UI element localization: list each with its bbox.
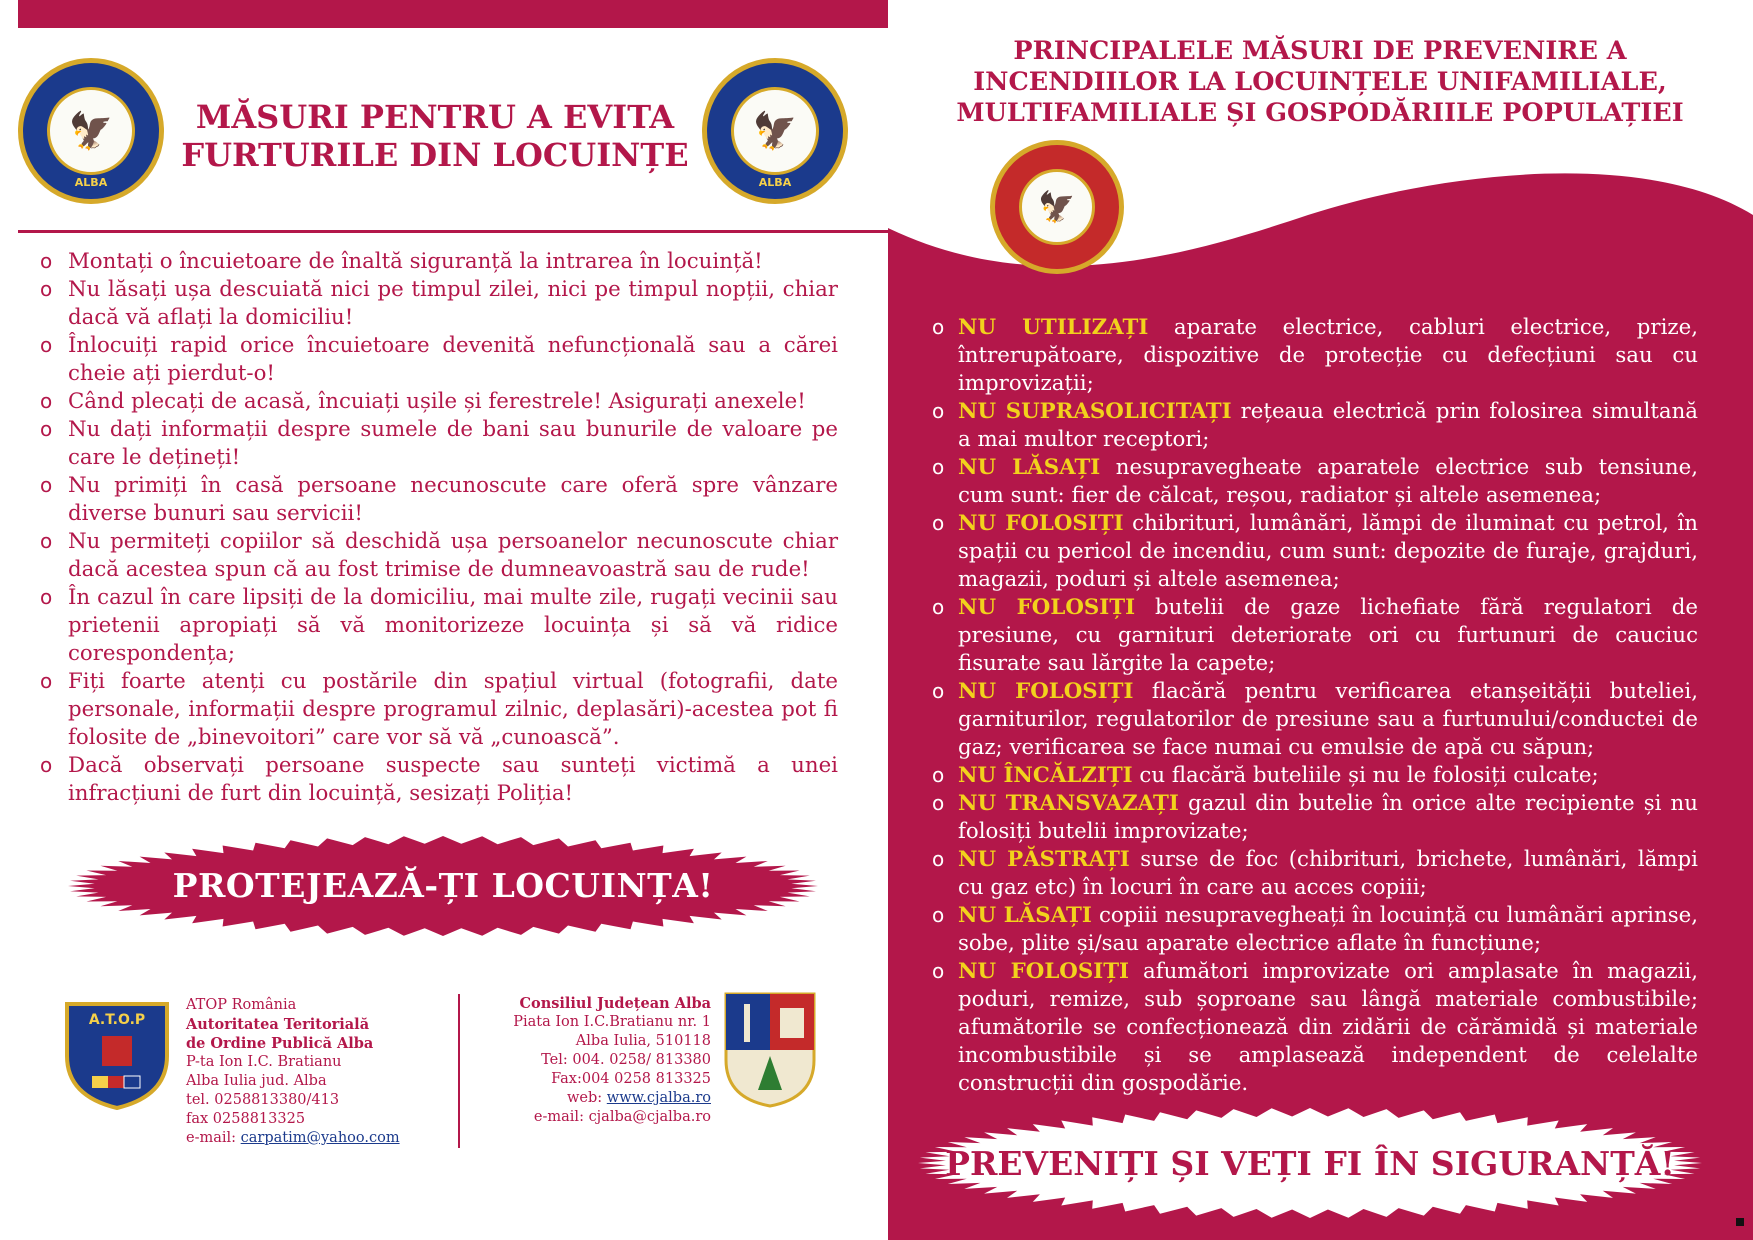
cj-web: web: www.cjalba.ro — [567, 1090, 711, 1106]
atop-email: e-mail: carpatim@yahoo.com — [186, 1130, 400, 1146]
cj-address: Piata Ion I.C.Bratianu nr. 1 — [513, 1014, 711, 1030]
slogan-right: PREVENIȚI ȘI VEȚI FI ÎN SIGURANȚĂ! — [945, 1144, 1675, 1183]
atop-name: ATOP România — [186, 997, 297, 1013]
burglary-measures-list — [38, 248, 838, 808]
cj-email: e-mail: cjalba@cjalba.ro — [533, 1109, 711, 1125]
eagle-icon: 🦅 — [47, 87, 135, 175]
list-item: o Înlocuiți rapid orice încuietoare devenită nefuncțională sau a cărei cheie ați pierdut-o! — [38, 332, 838, 388]
cj-city: Alba Iulia, 510118 — [575, 1033, 711, 1049]
cj-web-link[interactable]: www.cjalba.ro — [606, 1090, 711, 1106]
list-item: o Fiți foarte atenți cu postările din spațiul virtual (fotografii, date personale, informații despre programul zilnic, deplasări)-acestea pot fi folosite de „binevoitori” care vor să vă „cunoască”. — [38, 668, 838, 752]
list-item: o NU TRANSVAZAȚI gazul din butelie în orice alte recipiente și nu folosiți butelii improvizate; — [930, 790, 1698, 846]
right-title-line3: MULTIFAMILIALE ȘI GOSPODĂRIILE POPULAȚIEI — [956, 98, 1684, 128]
atop-fax: fax 0258813325 — [186, 1111, 306, 1127]
police-seal-icon — [18, 58, 164, 204]
atop-authority: Autoritatea Teritorială — [186, 1016, 370, 1033]
list-item: o Montați o încuietoare de înaltă siguranță la intrarea în locuință! — [38, 248, 838, 276]
county-coat-of-arms-icon — [722, 990, 818, 1108]
atop-contact — [186, 996, 436, 1148]
atop-shield-icon — [62, 996, 172, 1111]
seal-police-label: ALBA — [74, 176, 108, 189]
eagle-icon: 🦅 — [1019, 169, 1095, 245]
left-title — [170, 98, 700, 174]
atop-phone: tel. 0258813380/413 — [186, 1092, 340, 1108]
cj-phone: Tel: 004. 0258/ 813380 — [541, 1052, 711, 1068]
cj-fax: Fax:004 0258 813325 — [551, 1071, 711, 1087]
list-item: o NU FOLOSIȚI butelii de gaze lichefiate fără regulatori de presiune, cu garnituri deteriorate ori cu furtunuri de cauciuc fisurate sau lărgite la capete; — [930, 594, 1698, 678]
left-top-bar — [18, 0, 888, 28]
list-item: o Nu dați informații despre sumele de bani sau bunurile de valoare pe care le dețineți! — [38, 416, 838, 472]
emergency-inspectorate-seal-icon — [990, 140, 1124, 274]
eagle-icon: 🦅 — [731, 87, 819, 175]
list-item: o NU FOLOSIȚI chibrituri, lumânări, lămpi de iluminat cu petrol, în spații cu pericol de incendiu, cum sunt: depozite de furaje, grajduri, magazii, poduri și altele asemenea; — [930, 510, 1698, 594]
list-item: o Când plecați de acasă, încuiați ușile și ferestrele! Asigurați anexele! — [38, 388, 838, 416]
list-item: o NU FOLOSIȚI flacără pentru verificarea etanșeității buteliei, garniturilor, regulatorilor de presiune sau a furtunului/conductei de gaz; verificarea se face numai cu emulsie de apă cu săpun; — [930, 678, 1698, 762]
right-title-line1: PRINCIPALELE MĂSURI DE PREVENIRE A — [1013, 36, 1627, 66]
atop-city: Alba Iulia jud. Alba — [186, 1073, 327, 1089]
seal-jandarm-label: ALBA — [758, 176, 792, 189]
left-title-line2: FURTURILE DIN LOCUINȚE — [181, 136, 689, 174]
atop-logo-text: A.T.O.P — [88, 1012, 146, 1028]
list-item: o Nu primiți în casă persoane necunoscute care oferă spre vânzare diverse bunuri sau servicii! — [38, 472, 838, 528]
county-council-contact — [466, 994, 711, 1127]
cj-name: Consiliul Județean Alba — [519, 995, 711, 1012]
right-title-line2: INCENDIILOR LA LOCUINȚELE UNIFAMILIALE, — [973, 67, 1667, 97]
list-item: o Nu permiteți copiilor să deschidă ușa persoanelor necunoscute chiar dacă acestea spun că au fost trimise de dumneavoastră sau de rude! — [38, 528, 838, 584]
fire-prevention-list — [930, 314, 1698, 1098]
scan-mark — [1736, 1218, 1744, 1226]
gendarmerie-seal-icon — [702, 58, 848, 204]
list-item: o NU PĂSTRAȚI surse de foc (chibrituri, brichete, lumânări, lămpi cu gaz etc) în locuri în care au acces copiii; — [930, 846, 1698, 902]
contact-divider — [458, 994, 460, 1148]
slogan-left: PROTEJEAZĂ-ȚI LOCUINȚA! — [172, 866, 714, 905]
list-item: o În cazul în care lipsiți de la domiciliu, mai multe zile, rugați vecinii sau prietenii apropiați să vă monitorizeze locuința și să vă ridice corespondența; — [38, 584, 838, 668]
list-item: o NU LĂSAȚI nesupravegheate aparatele electrice sub tensiune, cum sunt: fier de călcat, reșou, radiator și altele asemenea; — [930, 454, 1698, 510]
list-item: o NU ÎNCĂLZIȚI cu flacără buteliile și nu le folosiți culcate; — [930, 762, 1698, 790]
atop-email-link[interactable]: carpatim@yahoo.com — [240, 1130, 400, 1146]
atop-authority-2: de Ordine Publică Alba — [186, 1035, 374, 1052]
header-divider — [18, 230, 888, 233]
list-item: o NU LĂSAȚI copiii nesupravegheați în locuință cu lumânări aprinse, sobe, plite și/sau aparate electrice aflate în funcțiune; — [930, 902, 1698, 958]
list-item: o NU SUPRASOLICITAȚI rețeaua electrică prin folosirea simultană a mai multor receptori; — [930, 398, 1698, 454]
list-item: o Nu lăsați ușa descuiată nici pe timpul zilei, nici pe timpul nopții, chiar dacă vă aflați la domiciliu! — [38, 276, 838, 332]
list-item: o NU UTILIZAȚI aparate electrice, cabluri electrice, prize, întrerupătoare, dispozitive de protecție cu defecțiuni sau cu improvizații; — [930, 314, 1698, 398]
left-title-line1: MĂSURI PENTRU A EVITA — [195, 98, 675, 136]
right-title — [910, 36, 1730, 129]
atop-address: P-ta Ion I.C. Bratianu — [186, 1054, 342, 1070]
list-item: o NU FOLOSIȚI afumători improvizate ori amplasate în magazii, poduri, remize, sub șoproane sau lângă materiale combustibile; afumătorile se confecționează din zidării de cărămidă și materiale incombustibile și se amplasează independent de celelalte construcții din gospodărie. — [930, 958, 1698, 1098]
list-item: o Dacă observați persoane suspecte sau sunteți victimă a unei infracțiuni de furt din locuință, sesizați Poliția! — [38, 752, 838, 808]
